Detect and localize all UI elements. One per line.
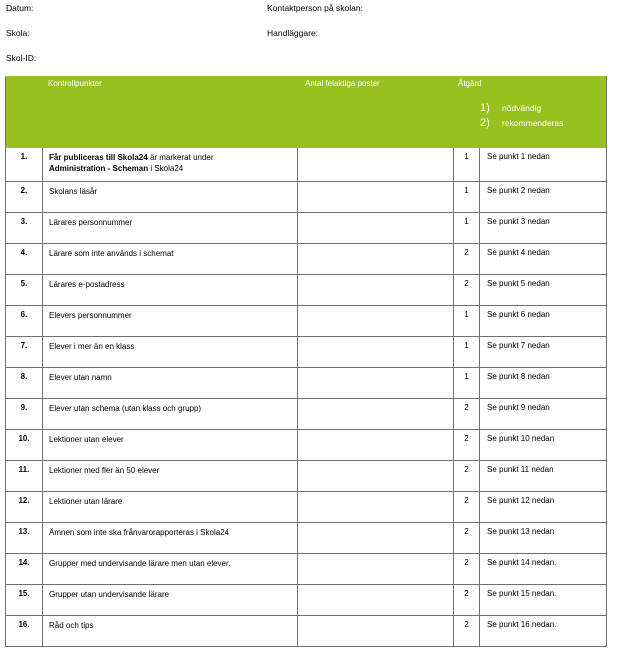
- row-description: Grupper med undervisande lärare men utan elever.: [43, 554, 298, 585]
- action-cell: Se punkt 9 nedan: [480, 399, 607, 430]
- table-row: [6, 148, 607, 182]
- error-count-cell[interactable]: [298, 148, 454, 182]
- priority-cell: 1: [454, 337, 480, 368]
- row-number: 10.: [6, 430, 43, 461]
- priority-cell: 2: [454, 430, 480, 461]
- priority-cell: 1: [454, 368, 480, 399]
- error-count-cell[interactable]: [298, 399, 454, 430]
- legend-item: 2) rekommenderas: [480, 117, 564, 129]
- table-header-row: [6, 77, 607, 148]
- action-cell: Se punkt 11 nedan: [480, 461, 607, 492]
- row-description: Lärares personnummer: [43, 213, 298, 244]
- action-cell: Se punkt 15 nedan.: [480, 585, 607, 616]
- datum-label: Datum:: [6, 3, 34, 13]
- table-row: [6, 213, 607, 244]
- action-cell: Se punkt 1 nedan: [480, 148, 607, 182]
- row-number: 15.: [6, 585, 43, 616]
- row-number: 12.: [6, 492, 43, 523]
- action-cell: Se punkt 12 nedan: [480, 492, 607, 523]
- row-description: Elever utan schema (utan klass och grupp): [43, 399, 298, 430]
- error-count-cell[interactable]: [298, 554, 454, 585]
- row-number: 11.: [6, 461, 43, 492]
- header-kontrollpunkter: Kontrollpunkter: [43, 77, 298, 148]
- priority-cell: 2: [454, 585, 480, 616]
- error-count-cell[interactable]: [298, 213, 454, 244]
- skol-id-label: Skol-ID:: [6, 53, 37, 63]
- table-row: [6, 399, 607, 430]
- legend-item: 1) nödvändig: [480, 102, 542, 114]
- row-description: Lektioner med fler än 50 elever: [43, 461, 298, 492]
- error-count-cell[interactable]: [298, 430, 454, 461]
- error-count-cell[interactable]: [298, 244, 454, 275]
- table-row: [6, 244, 607, 275]
- error-count-cell[interactable]: [298, 368, 454, 399]
- action-cell: Se punkt 8 nedan: [480, 368, 607, 399]
- row-description: Elever utan namn: [43, 368, 298, 399]
- priority-cell: 2: [454, 492, 480, 523]
- priority-cell: 1: [454, 306, 480, 337]
- table-row: [6, 430, 607, 461]
- error-count-cell[interactable]: [298, 275, 454, 306]
- action-cell: Se punkt 5 nedan: [480, 275, 607, 306]
- error-count-cell[interactable]: [298, 585, 454, 616]
- priority-cell: 1: [454, 182, 480, 213]
- skola-label: Skola:: [6, 28, 30, 38]
- error-count-cell[interactable]: [298, 492, 454, 523]
- row-number: 8.: [6, 368, 43, 399]
- row-number: 6.: [6, 306, 43, 337]
- table-row: [6, 368, 607, 399]
- table-row: [6, 182, 607, 213]
- action-cell: Se punkt 7 nedan: [480, 337, 607, 368]
- action-cell: Se punkt 16 nedan.: [480, 616, 607, 647]
- row-number: 16.: [6, 616, 43, 647]
- table-row: [6, 337, 607, 368]
- row-description: Skolans läsår: [43, 182, 298, 213]
- priority-cell: 2: [454, 461, 480, 492]
- row-number: 4.: [6, 244, 43, 275]
- priority-cell: 2: [454, 399, 480, 430]
- row-number: 7.: [6, 337, 43, 368]
- action-cell: Se punkt 6 nedan: [480, 306, 607, 337]
- action-cell: Se punkt 13 nedan: [480, 523, 607, 554]
- error-count-cell[interactable]: [298, 306, 454, 337]
- priority-cell: 2: [454, 523, 480, 554]
- row-description: Lärares e-postadress: [43, 275, 298, 306]
- action-cell: Se punkt 10 nedan: [480, 430, 607, 461]
- table-row: [6, 275, 607, 306]
- row-number: 5.: [6, 275, 43, 306]
- row-description: Råd och tips: [43, 616, 298, 647]
- header-atgard-label: Åtgärd: [458, 79, 482, 88]
- row-number: 13.: [6, 523, 43, 554]
- priority-cell: 1: [454, 213, 480, 244]
- row-number: 3.: [6, 213, 43, 244]
- row-description: Lektioner utan lärare: [43, 492, 298, 523]
- header-atgard: [454, 77, 607, 148]
- priority-cell: 2: [454, 275, 480, 306]
- table-row: [6, 306, 607, 337]
- row-description: Elever i mer än en klass: [43, 337, 298, 368]
- table-row: [6, 492, 607, 523]
- table-row: [6, 523, 607, 554]
- error-count-cell[interactable]: [298, 461, 454, 492]
- row-number: 14.: [6, 554, 43, 585]
- table-row: [6, 585, 607, 616]
- kontaktperson-label: Kontaktperson på skolan:: [267, 3, 363, 13]
- row-description: Lärare som inte används i schemat: [43, 244, 298, 275]
- priority-legend: [480, 102, 606, 129]
- priority-cell: 2: [454, 554, 480, 585]
- header-num-cell: [6, 77, 43, 148]
- action-cell: Se punkt 3 nedan: [480, 213, 607, 244]
- error-count-cell[interactable]: [298, 182, 454, 213]
- table-row: [6, 616, 607, 647]
- priority-cell: 2: [454, 616, 480, 647]
- row-description: Lektioner utan elever: [43, 430, 298, 461]
- header-antal: Antal felaktiga poster: [298, 77, 454, 148]
- priority-cell: 1: [454, 148, 480, 182]
- action-cell: Se punkt 14 nedan.: [480, 554, 607, 585]
- table-row: [6, 461, 607, 492]
- error-count-cell[interactable]: [298, 523, 454, 554]
- handlaggare-label: Handläggare:: [267, 28, 319, 38]
- table-row: [6, 554, 607, 585]
- row-description: Får publiceras till Skola24 är markerat under Administration - Scheman i Skola24: [43, 148, 298, 182]
- row-description: Ämnen som inte ska frånvarorapporteras i Skola24: [43, 523, 298, 554]
- row-description: Elevers personnummer: [43, 306, 298, 337]
- row-number: 9.: [6, 399, 43, 430]
- priority-cell: 2: [454, 244, 480, 275]
- checkpoint-table: [5, 76, 607, 647]
- row-number: 2.: [6, 182, 43, 213]
- row-description: Grupper utan undervisande lärare: [43, 585, 298, 616]
- error-count-cell[interactable]: [298, 616, 454, 647]
- action-cell: Se punkt 2 nedan: [480, 182, 607, 213]
- action-cell: Se punkt 4 nedan: [480, 244, 607, 275]
- error-count-cell[interactable]: [298, 337, 454, 368]
- row-number: 1.: [6, 148, 43, 182]
